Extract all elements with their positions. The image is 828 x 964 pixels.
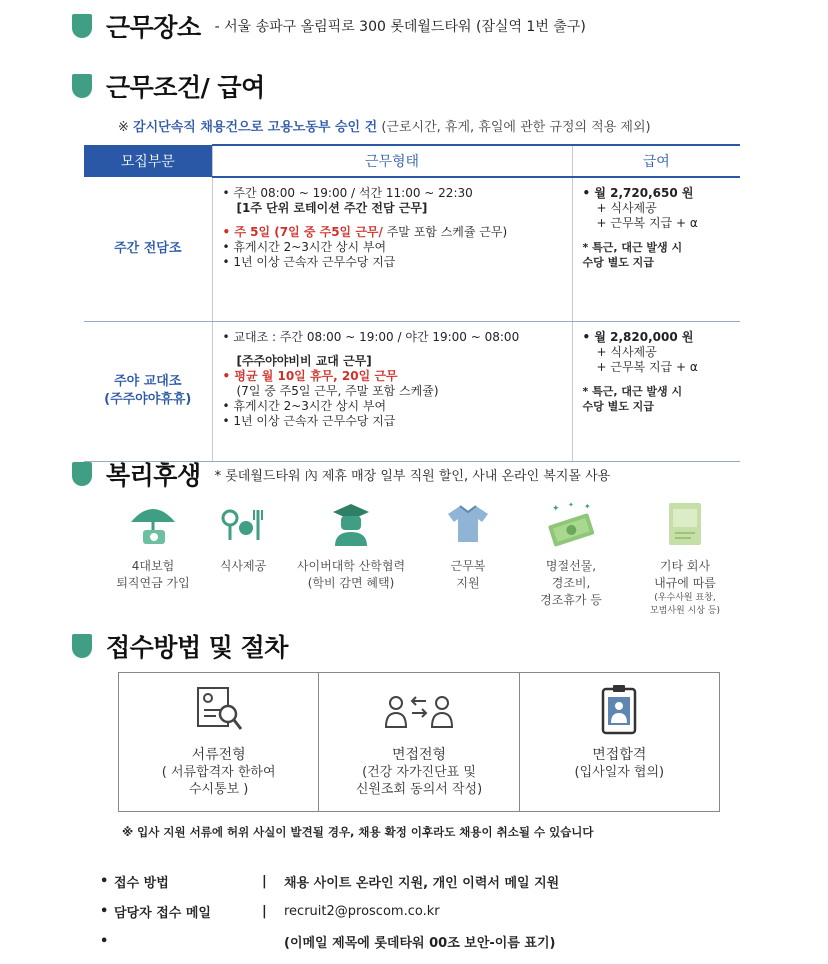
type-line: • 주 5일 (7일 중 주5일 근무/ 주말 포함 스케쥴 근무) bbox=[222, 225, 508, 239]
type-line: • 1년 이상 근속자 근무수당 지급 bbox=[222, 255, 396, 269]
benefit-label: 모범사원 시상 등) bbox=[649, 606, 721, 616]
benefits-list bbox=[98, 496, 778, 618]
header-dept: 모집부문 bbox=[84, 145, 212, 177]
process-steps bbox=[118, 672, 720, 812]
benefit-label: 경조휴가 등 bbox=[540, 593, 602, 607]
benefit-label: 근무복 bbox=[450, 559, 486, 573]
step-desc: ( 서류합격자 한하여 bbox=[161, 765, 276, 780]
list-item bbox=[100, 866, 559, 896]
email-link[interactable]: recruit2@proscom.co.kr bbox=[284, 903, 440, 919]
step-title: 서류전형 bbox=[191, 747, 246, 763]
svg-text:✦: ✦ bbox=[584, 502, 591, 511]
bullet: • bbox=[100, 933, 109, 949]
apply-value: (이메일 제목에 롯데타워 00조 보안-이름 표기) bbox=[284, 935, 556, 951]
apply-section bbox=[72, 628, 288, 664]
shield-icon bbox=[72, 14, 92, 38]
location-detail: - 서울 송파구 올림픽로 300 롯데월드타워 (잠실역 1번 출구) bbox=[214, 19, 586, 35]
pay-item: + 식사제공 bbox=[596, 201, 657, 215]
benefits-title: 복리후생 bbox=[106, 461, 201, 490]
pay-main: • 월 2,820,000 원 bbox=[582, 329, 694, 344]
type-line: • 휴게시간 2~3시간 상시 부여 bbox=[222, 398, 387, 413]
process-step bbox=[520, 673, 719, 811]
benefit-item bbox=[278, 496, 424, 618]
pay-cell bbox=[572, 177, 740, 321]
benefit-label: (우수사원 표창, bbox=[654, 593, 716, 603]
step-title: 면접합격 bbox=[592, 747, 647, 763]
conditions-table bbox=[84, 144, 740, 462]
table-row bbox=[84, 321, 740, 461]
id-badge-icon bbox=[599, 683, 639, 735]
svg-text:✦: ✦ bbox=[552, 504, 560, 514]
resume-search-icon bbox=[194, 684, 244, 734]
type-line: • 1년 이상 근속자 근무수당 지급 bbox=[222, 413, 396, 428]
svg-text:✦: ✦ bbox=[568, 501, 574, 509]
meal-icon bbox=[220, 504, 266, 544]
process-step bbox=[319, 673, 519, 811]
pay-item: + 식사제공 bbox=[596, 344, 657, 359]
pay-note: * 특근, 대근 발생 시 bbox=[582, 241, 683, 254]
benefit-item bbox=[630, 496, 740, 618]
benefit-label: 내규에 따름 bbox=[654, 576, 716, 590]
type-line: • 휴게시간 2~3시간 상시 부여 bbox=[222, 240, 387, 254]
apply-info-list bbox=[100, 866, 559, 956]
benefits-note: * 롯데월드타워 內 제휴 매장 일부 직원 할인, 사내 온라인 복지몰 사용 bbox=[214, 468, 611, 484]
step-desc: (건강 자가진단표 및 bbox=[362, 765, 476, 780]
pay-note: * 특근, 대근 발생 시 bbox=[582, 384, 683, 398]
note-prefix: ※ bbox=[118, 120, 129, 135]
dept-cell: 주간 전담조 bbox=[84, 177, 212, 321]
graduate-icon bbox=[331, 502, 371, 546]
benefit-item bbox=[512, 496, 630, 618]
approval-note bbox=[118, 116, 651, 135]
pay-cell bbox=[572, 321, 740, 461]
shield-icon bbox=[72, 634, 92, 658]
shield-icon bbox=[72, 462, 92, 486]
benefit-label: 명절선물, bbox=[545, 559, 597, 573]
note-highlight: 감시단속직 채용건으로 고용노동부 승인 건 bbox=[133, 120, 378, 135]
type-cell bbox=[212, 321, 572, 461]
list-item bbox=[100, 896, 559, 926]
type-line: • 교대조 : 주간 08:00 ~ 19:00 / 야간 19:00 ~ 08:00 bbox=[222, 329, 520, 344]
umbrella-money-icon bbox=[127, 500, 179, 548]
benefit-label: 지원 bbox=[456, 576, 480, 590]
conditions-title: 근무조건/ 급여 bbox=[106, 73, 265, 102]
apply-label: 접수 방법 bbox=[114, 875, 169, 891]
step-title: 면접전형 bbox=[391, 747, 447, 763]
bullet: • bbox=[100, 903, 109, 919]
location-title: 근무장소 bbox=[106, 13, 201, 42]
header-pay: 급여 bbox=[572, 145, 740, 177]
benefit-label: 사이버대학 산학협력 bbox=[296, 559, 406, 573]
benefit-label: 식사제공 bbox=[219, 559, 267, 573]
pay-item: + 근무복 지급 + α bbox=[596, 216, 698, 230]
benefit-label: 경조비, bbox=[551, 576, 591, 590]
benefit-label: 기타 회사 bbox=[659, 559, 711, 573]
list-item bbox=[100, 926, 559, 956]
type-line: • 주간 08:00 ~ 19:00 / 석간 11:00 ~ 22:30 bbox=[222, 186, 473, 200]
apply-value: 채용 사이트 온라인 지원, 개인 이력서 메일 지원 bbox=[284, 875, 560, 891]
apply-title: 접수방법 및 절차 bbox=[106, 633, 288, 662]
conditions-section bbox=[72, 68, 265, 104]
document-icon bbox=[667, 501, 703, 547]
step-desc: (입사일자 협의) bbox=[574, 765, 665, 780]
bullet: • bbox=[100, 873, 109, 889]
pay-note: 수당 별도 지급 bbox=[582, 399, 654, 413]
step-desc: 수시통보 ) bbox=[188, 782, 249, 797]
location-section bbox=[72, 8, 586, 44]
uniform-shirt-icon bbox=[446, 504, 490, 544]
separator: | bbox=[262, 903, 267, 919]
table-row bbox=[84, 177, 740, 321]
apply-label: 담당자 접수 메일 bbox=[114, 905, 211, 921]
step-desc: 신원조회 동의서 작성) bbox=[355, 782, 483, 797]
pay-item: + 근무복 지급 + α bbox=[596, 359, 698, 374]
type-line: [주주야야비비 교대 근무] bbox=[236, 353, 372, 368]
type-line: (7일 중 주5일 근무, 주말 포함 스케쥴) bbox=[236, 383, 439, 398]
pay-note: 수당 별도 지급 bbox=[582, 256, 654, 269]
type-cell bbox=[212, 177, 572, 321]
shield-icon bbox=[72, 74, 92, 98]
type-line: [1주 단위 로테이션 주간 전담 근무] bbox=[236, 201, 428, 215]
separator: | bbox=[262, 873, 267, 889]
type-line: • 평균 월 10일 휴무, 20일 근무 bbox=[222, 368, 398, 383]
benefit-item bbox=[98, 496, 208, 618]
dept-cell bbox=[84, 321, 212, 461]
warning-note: ※ 입사 지원 서류에 허위 사실이 발견될 경우, 채용 확정 이후라도 채용이 취소될 수 있습니다 bbox=[122, 825, 594, 839]
benefit-item bbox=[208, 496, 278, 618]
benefit-label: 퇴직연금 가입 bbox=[116, 576, 190, 590]
pay-main: • 월 2,720,650 원 bbox=[582, 186, 694, 200]
note-rest: (근로시간, 휴게, 휴일에 관한 규정의 적용 제외) bbox=[381, 120, 651, 135]
interview-icon bbox=[384, 687, 454, 731]
header-type: 근무형태 bbox=[212, 145, 572, 177]
dept-line: 주야 교대조 bbox=[114, 374, 182, 389]
process-step bbox=[119, 673, 319, 811]
benefit-label: (학비 감면 혜택) bbox=[307, 576, 395, 590]
money-gift-icon bbox=[544, 501, 598, 547]
benefits-section bbox=[72, 456, 610, 492]
table-header-row bbox=[84, 145, 740, 177]
benefit-label: 4대보험 bbox=[131, 559, 175, 573]
dept-line: (주주야야휴휴) bbox=[104, 392, 192, 407]
benefit-item bbox=[424, 496, 512, 618]
